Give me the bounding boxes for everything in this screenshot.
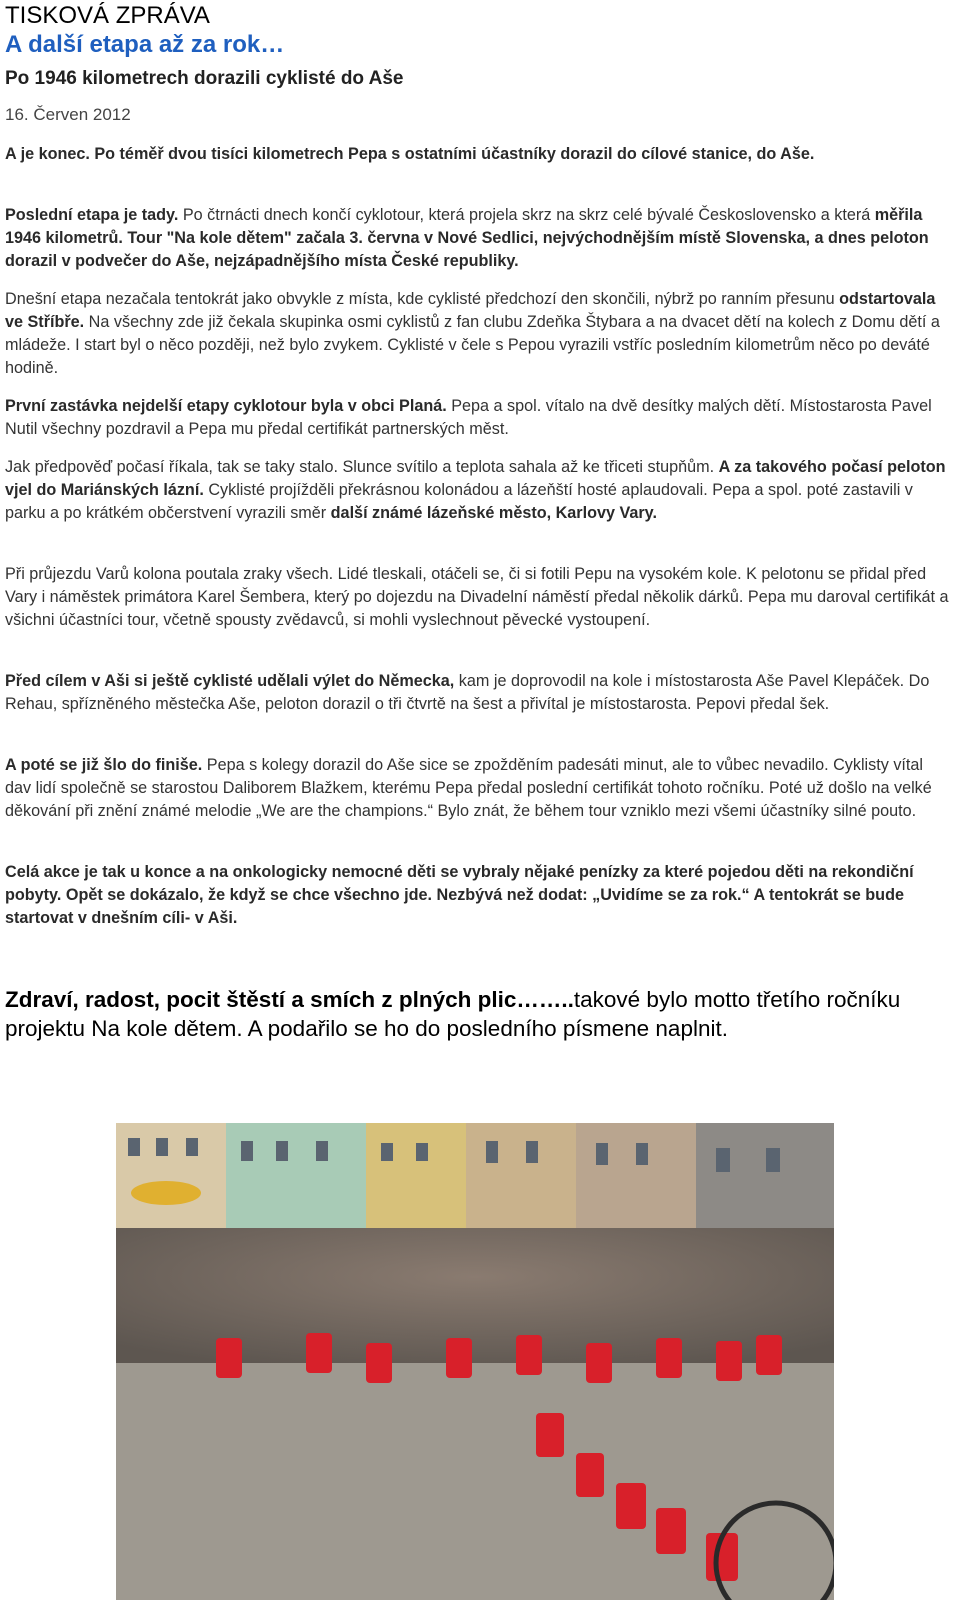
plain-text: Dnešní etapa nezačala tentokrát jako obvykle z místa, kde cyklisté předchozí den skončili, nýbrž po ranním přesunu (5, 290, 840, 308)
press-release-label: TISKOVÁ ZPRÁVA (5, 2, 210, 29)
article-date: 16. Červen 2012 (5, 105, 131, 124)
bold-text: První zastávka nejdelší etapy cyklotour byla v obci Planá. (5, 397, 447, 415)
article-headline: A další etapa až za rok… (5, 31, 285, 58)
intro-text: A je konec. Po téměř dvou tisíci kilometrech Pepa s ostatními účastníky dorazil do cílové stanice, do Aše. (5, 145, 815, 163)
article-subheadline: Po 1946 kilometrech dorazili cyklisté do Aše (5, 68, 404, 89)
plain-text: Po čtrnácti dnech končí cyklotour, která projela skrz na skrz celé bývalé Československo a která (178, 206, 875, 224)
bold-text: Před cílem v Aši si ještě cyklisté udělali výlet do Německa, (5, 672, 455, 690)
paragraph-conclusion (5, 861, 950, 930)
umbrella (131, 1181, 201, 1205)
paragraph-marianske-lazne (5, 456, 950, 525)
conclusion-text: Celá akce je tak u konce a na onkologicky nemocné děti se vybraly nějaké penízky za které pojedou děti na rekondiční pobyty. Opět se dokázalo, že když se chce všechno jde. Nezbývá než dodat: „Uvidíme se za rok.“ A tentokrát se bude startovat v dnešním cíli- v Aši. (5, 863, 914, 927)
building (466, 1123, 576, 1235)
building (576, 1123, 696, 1241)
bold-text: měřila 1946 kilometrů. Tour "Na kole dětem" začala 3. června v Nové Sedlici, nejvýchodnějším místě Slovenska, a dnes peloton dorazil v podvečer do Aše, nejzápadnějšího místa České republiky. (5, 206, 929, 270)
building (696, 1123, 834, 1243)
motto-paragraph (5, 985, 950, 1043)
bold-text: Poslední etapa je tady. (5, 206, 179, 224)
building (366, 1123, 466, 1238)
plain-text: Cyklisté projížděli překrásnou kolonádou a lázeňští hosté aplaudovali. Pepa a spol. poté zastavili v parku a po krátkém občerstvení vyrazili směr (5, 481, 913, 522)
plain-text: kam je doprovodil na kole i místostarosta Aše Pavel Klepáček. Do Rehau, spřízněného městečka Aše, peloton dorazil o tři čtvrtě na šest a přivítal je místostarosta. Pepovi předal šek. (5, 672, 930, 713)
event-photo (116, 1123, 834, 1600)
plain-text: Na všechny zde již čekala skupinka osmi cyklistů z fan clubu Zdeňka Štybara a na dvacet dětí na kolech z Domu dětí a mládeže. I start byl o něco později, než bylo zvykem. Cyklisté v čele s Pepou vyrazili vstříc posledním kilometrům něco po deváté hodině. (5, 313, 940, 377)
bold-text: odstartovala ve Stříbře. (5, 290, 936, 331)
plain-text: Pepa a spol. vítalo na dvě desítky malých dětí. Místostarosta Pavel Nutil všechny pozdravil a Pepa mu předal certifikát partnerských měst. (5, 397, 932, 438)
bold-text: A poté se již šlo do finiše. (5, 756, 203, 774)
bold-text: další známé lázeňské město, Karlovy Vary. (330, 504, 657, 522)
bold-text: A za takového počasí peloton vjel do Mariánských lázní. (5, 458, 946, 499)
paragraph-start-stribro (5, 288, 950, 380)
paragraph-finish (5, 754, 950, 823)
paragraph-last-stage (5, 204, 950, 273)
plain-text: Pepa s kolegy dorazil do Aše sice se zpožděním padesáti minut, ale to vůbec nevadilo. Cyklisty vítal dav lidí společně se starostou Daliborem Blažkem, kterému Pepa předal poslední certifikát tohoto ročníku. Poté už došlo na velké děkování při znění známé melodie „We are the champions.“ Bylo znát, že během tour vzniklo mezi všemi účastníky silné pouto. (5, 756, 932, 820)
paragraph-germany-trip (5, 670, 950, 716)
paragraph-first-stop-plana (5, 395, 950, 441)
paragraph-karlovy-vary (5, 563, 950, 632)
paragraph-intro (5, 143, 950, 166)
motto-rest: takové bylo motto třetího ročníku projektu Na kole dětem. A podařilo se ho do posledního písmene naplnit. (5, 987, 901, 1041)
plain-text: Při průjezdu Varů kolona poutala zraky všech. Lidé tleskali, otáčeli se, či si fotili Pepu na vysokém kole. K pelotonu se přidal před Vary i náměstek primátora Karel Šembera, který po dojezdu na Divadelní náměstí předal několik dárků. Pepa mu daroval certifikát a všichni účastníci tour, včetně spousty zvědavců, si mohli vyslechnout pěvecké vystoupení. (5, 565, 949, 629)
plain-text: Jak předpověď počasí říkala, tak se taky stalo. Slunce svítilo a teplota sahala až ke třiceti stupňům. (5, 458, 719, 476)
motto-bold: Zdraví, radost, pocit štěstí a smích z plných plic…….. (5, 987, 574, 1012)
